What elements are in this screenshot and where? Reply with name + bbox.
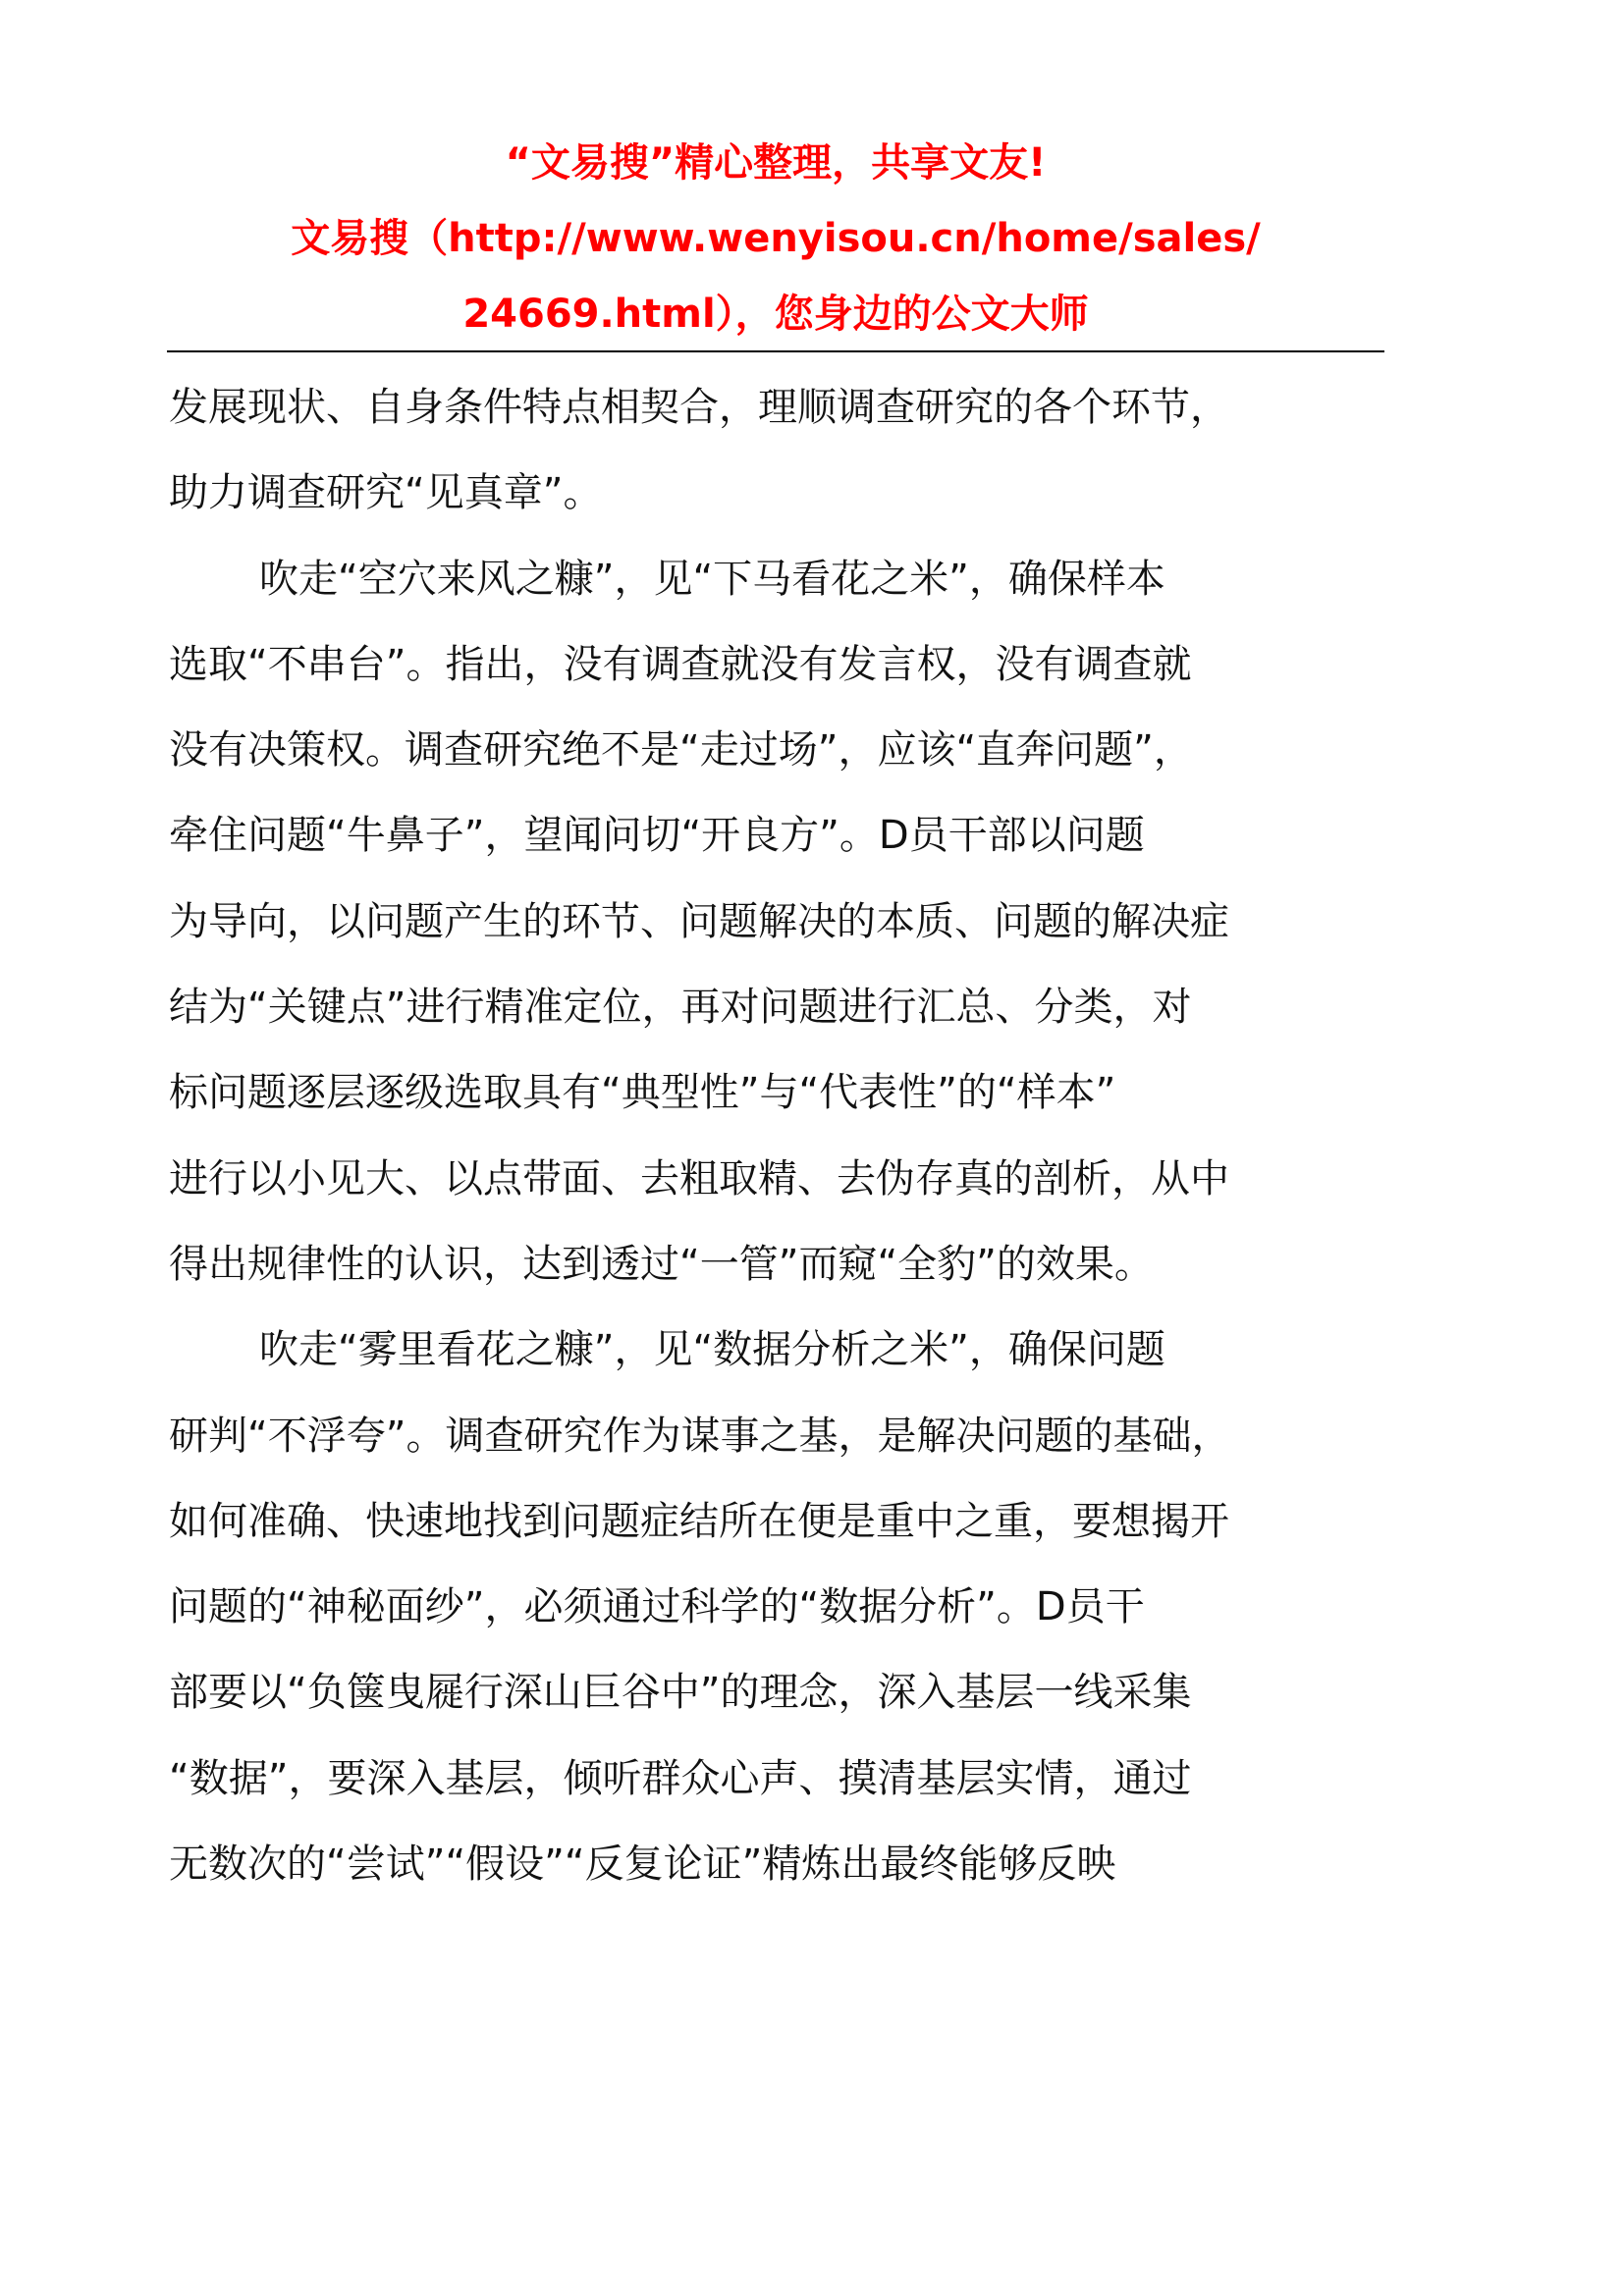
body-line: 标问题逐层逐级选取具有“典型性”与“代表性”的“样本” bbox=[169, 1070, 1116, 1116]
paragraph-start-line: 吹走“空穴来风之糠”，见“下马看花之米”，确保样本 bbox=[259, 556, 1165, 602]
header-line-3: 24669.html），您身边的公文大师 bbox=[462, 292, 1089, 337]
body-line: 问题的“神秘面纱”，必须通过科学的“数据分析”。D员干 bbox=[169, 1584, 1145, 1630]
header-line-1: “文易搜”精心整理，共享文友! bbox=[505, 140, 1047, 186]
body-line: 为导向，以问题产生的环节、问题解决的本质、问题的解决症 bbox=[169, 898, 1229, 944]
header-divider bbox=[167, 350, 1384, 352]
body-line: 得出规律性的认识，达到透过“一管”而窥“全豹”的效果。 bbox=[169, 1241, 1154, 1287]
body-line: 无数次的“尝试”“假设”“反复论证”精炼出最终能够反映 bbox=[169, 1842, 1116, 1888]
document-body bbox=[169, 365, 1386, 1907]
body-line: 研判“不浮夸”。调查研究作为谋事之基，是解决问题的基础， bbox=[169, 1413, 1231, 1459]
paragraph-start-line: 吹走“雾里看花之糠”，见“数据分析之米”，确保问题 bbox=[259, 1327, 1165, 1373]
body-line: “数据”，要深入基层，倾听群众心声、摸清基层实情，通过 bbox=[169, 1755, 1192, 1801]
header-line-2: 文易搜（http://www.wenyisou.cn/home/sales/ bbox=[291, 216, 1261, 261]
body-line: 发展现状、自身条件特点相契合，理顺调查研究的各个环节， bbox=[169, 385, 1229, 430]
body-line: 如何准确、快速地找到问题症结所在便是重中之重，要想揭开 bbox=[169, 1498, 1229, 1544]
body-line: 部要以“负箧曳屣行深山巨谷中”的理念，深入基层一线采集 bbox=[169, 1670, 1192, 1716]
body-line: 结为“关键点”进行精准定位，再对问题进行汇总、分类，对 bbox=[169, 985, 1192, 1031]
body-line: 进行以小见大、以点带面、去粗取精、去伪存真的剖析，从中 bbox=[169, 1155, 1229, 1201]
body-line: 助力调查研究“见真章”。 bbox=[169, 470, 603, 516]
body-line: 牵住问题“牛鼻子”，望闻问切“开良方”。D员干部以问题 bbox=[169, 813, 1145, 859]
document-header bbox=[167, 126, 1384, 352]
body-line: 没有决策权。调查研究绝不是“走过场”，应该“直奔问题”， bbox=[169, 727, 1193, 774]
body-line: 选取“不串台”。指出，没有调查就没有发言权，没有调查就 bbox=[169, 641, 1192, 687]
